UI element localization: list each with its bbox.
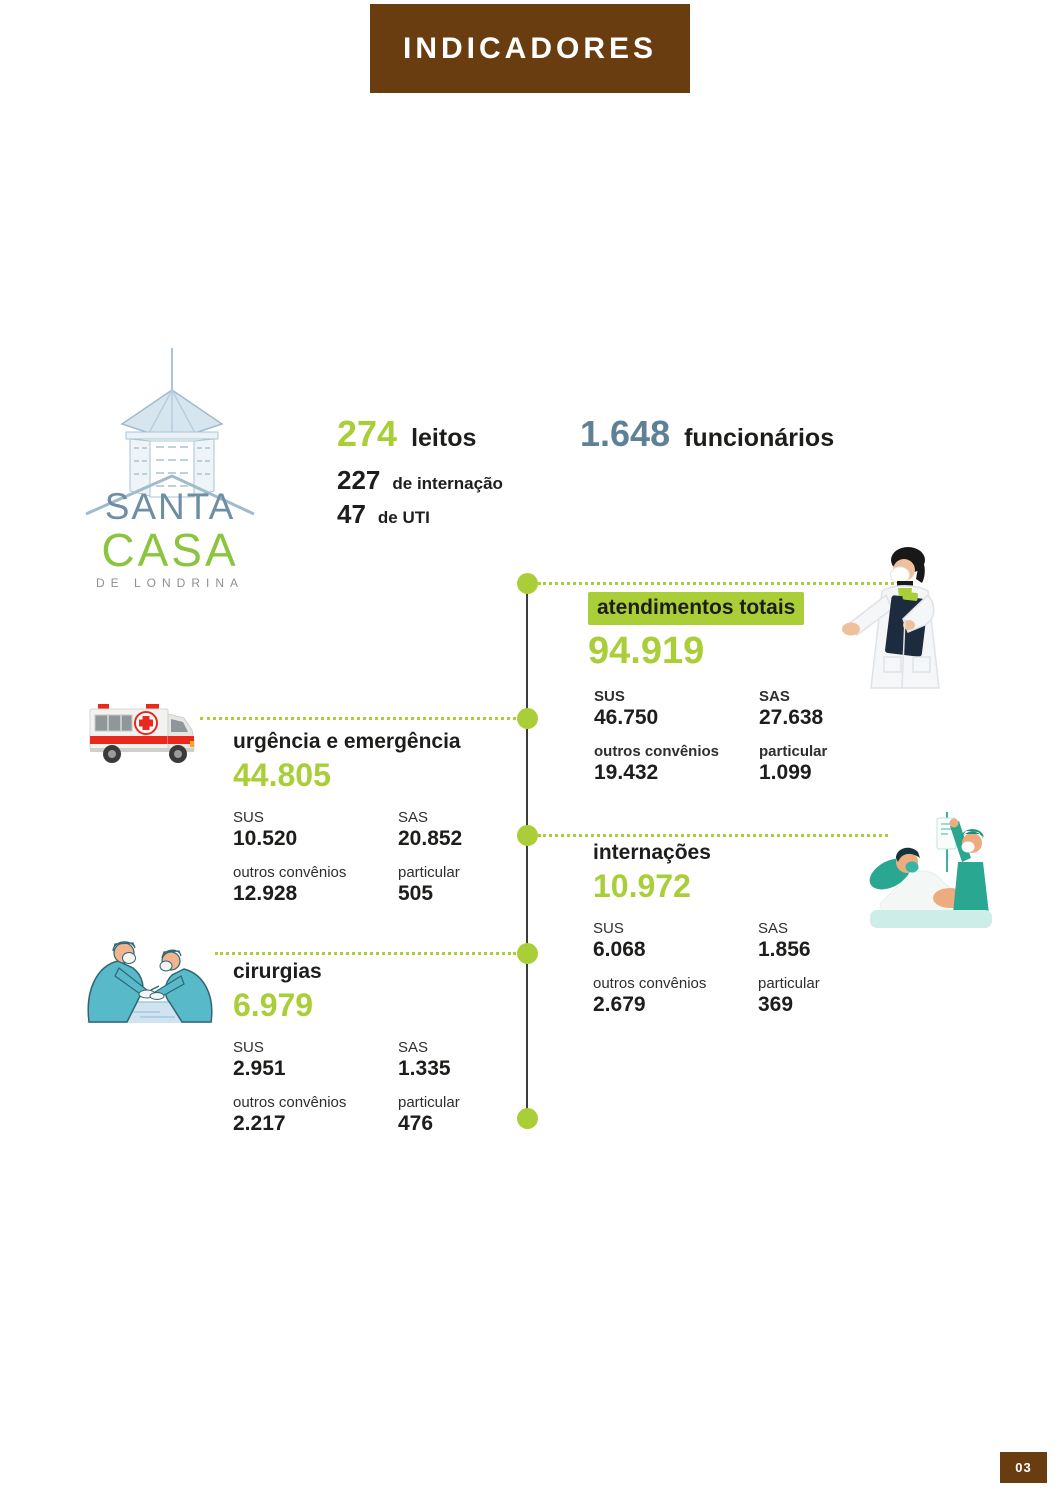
- atendimentos-title: atendimentos totais: [588, 592, 804, 625]
- stat-outros-convenios: outros convênios 2.217: [233, 1094, 347, 1135]
- page-title: INDICADORES: [402, 31, 657, 65]
- urgencia-total: 44.805: [233, 757, 331, 793]
- stat-particular: particular 369: [758, 975, 820, 1016]
- beds-uti: [337, 499, 430, 530]
- beds-internacao: [337, 465, 503, 496]
- logo-text-santa: SANTA: [104, 486, 236, 527]
- timeline-dot-2: [517, 708, 538, 729]
- connector-cirurgias: [215, 952, 516, 955]
- patient-bed-nurse-illustration: [850, 810, 1005, 938]
- section-urgencia: [233, 730, 462, 906]
- beds-internacao-value: 227: [337, 465, 381, 495]
- beds-total: [337, 413, 476, 455]
- cirurgias-total: 6.979: [233, 987, 314, 1023]
- timeline-dot-5: [517, 1108, 538, 1129]
- timeline-dot-4: [517, 943, 538, 964]
- page-number-badge: [1000, 1452, 1047, 1483]
- connector-urgencia: [200, 717, 516, 720]
- stat-particular: particular 1.099: [759, 743, 828, 784]
- beds-total-label: leitos: [411, 424, 477, 452]
- stat-sas: SAS 1.856: [758, 920, 811, 961]
- doctor-clipboard-illustration: [842, 545, 967, 695]
- connector-internacoes: [538, 834, 888, 837]
- stat-sus: SUS 46.750: [594, 688, 659, 729]
- staff-total-value: 1.648: [580, 413, 671, 454]
- stat-particular: particular 476: [398, 1094, 460, 1135]
- beds-uti-value: 47: [337, 499, 366, 529]
- header-banner: [370, 4, 690, 93]
- internacoes-stats: [593, 920, 820, 1017]
- logo: [80, 344, 260, 590]
- beds-uti-label: de UTI: [377, 508, 430, 527]
- stat-sas: SAS 1.335: [398, 1039, 451, 1080]
- beds-total-value: 274: [337, 413, 398, 454]
- stat-outros-convenios: outros convênios 12.928: [233, 864, 347, 905]
- stat-outros-convenios: outros convênios 2.679: [593, 975, 707, 1016]
- internacoes-title: internações: [593, 841, 711, 864]
- cirurgias-stats: [233, 1039, 460, 1136]
- staff-total: [580, 413, 834, 455]
- page-number: 03: [1015, 1460, 1032, 1475]
- internacoes-total: 10.972: [593, 868, 691, 904]
- section-atendimentos: [588, 592, 827, 785]
- stat-sus: SUS 10.520: [233, 809, 298, 850]
- timeline-dot-3: [517, 825, 538, 846]
- urgencia-stats: [233, 809, 462, 906]
- stat-outros-convenios: outros convênios 19.432: [594, 743, 720, 784]
- urgencia-title: urgência e emergência: [233, 730, 461, 753]
- timeline-dot-1: [517, 573, 538, 594]
- logo-text-casa: CASA: [101, 524, 239, 576]
- atendimentos-stats: [594, 688, 827, 785]
- stat-sus: SUS 2.951: [233, 1039, 286, 1080]
- staff-total-label: funcionários: [684, 424, 835, 452]
- section-cirurgias: [233, 960, 460, 1136]
- stat-sas: SAS 20.852: [398, 809, 463, 850]
- stat-particular: particular 505: [398, 864, 460, 905]
- cirurgias-title: cirurgias: [233, 960, 322, 983]
- surgery-team-illustration: [85, 932, 215, 1025]
- timeline-line: [526, 583, 528, 1118]
- section-internacoes: [593, 841, 820, 1017]
- stat-sas: SAS 27.638: [759, 688, 824, 729]
- stat-sus: SUS 6.068: [593, 920, 646, 961]
- logo-text-subtitle: DE LONDRINA: [95, 576, 244, 590]
- beds-internacao-label: de internação: [392, 474, 503, 493]
- ambulance-icon: [88, 696, 208, 770]
- atendimentos-total: 94.919: [588, 630, 705, 672]
